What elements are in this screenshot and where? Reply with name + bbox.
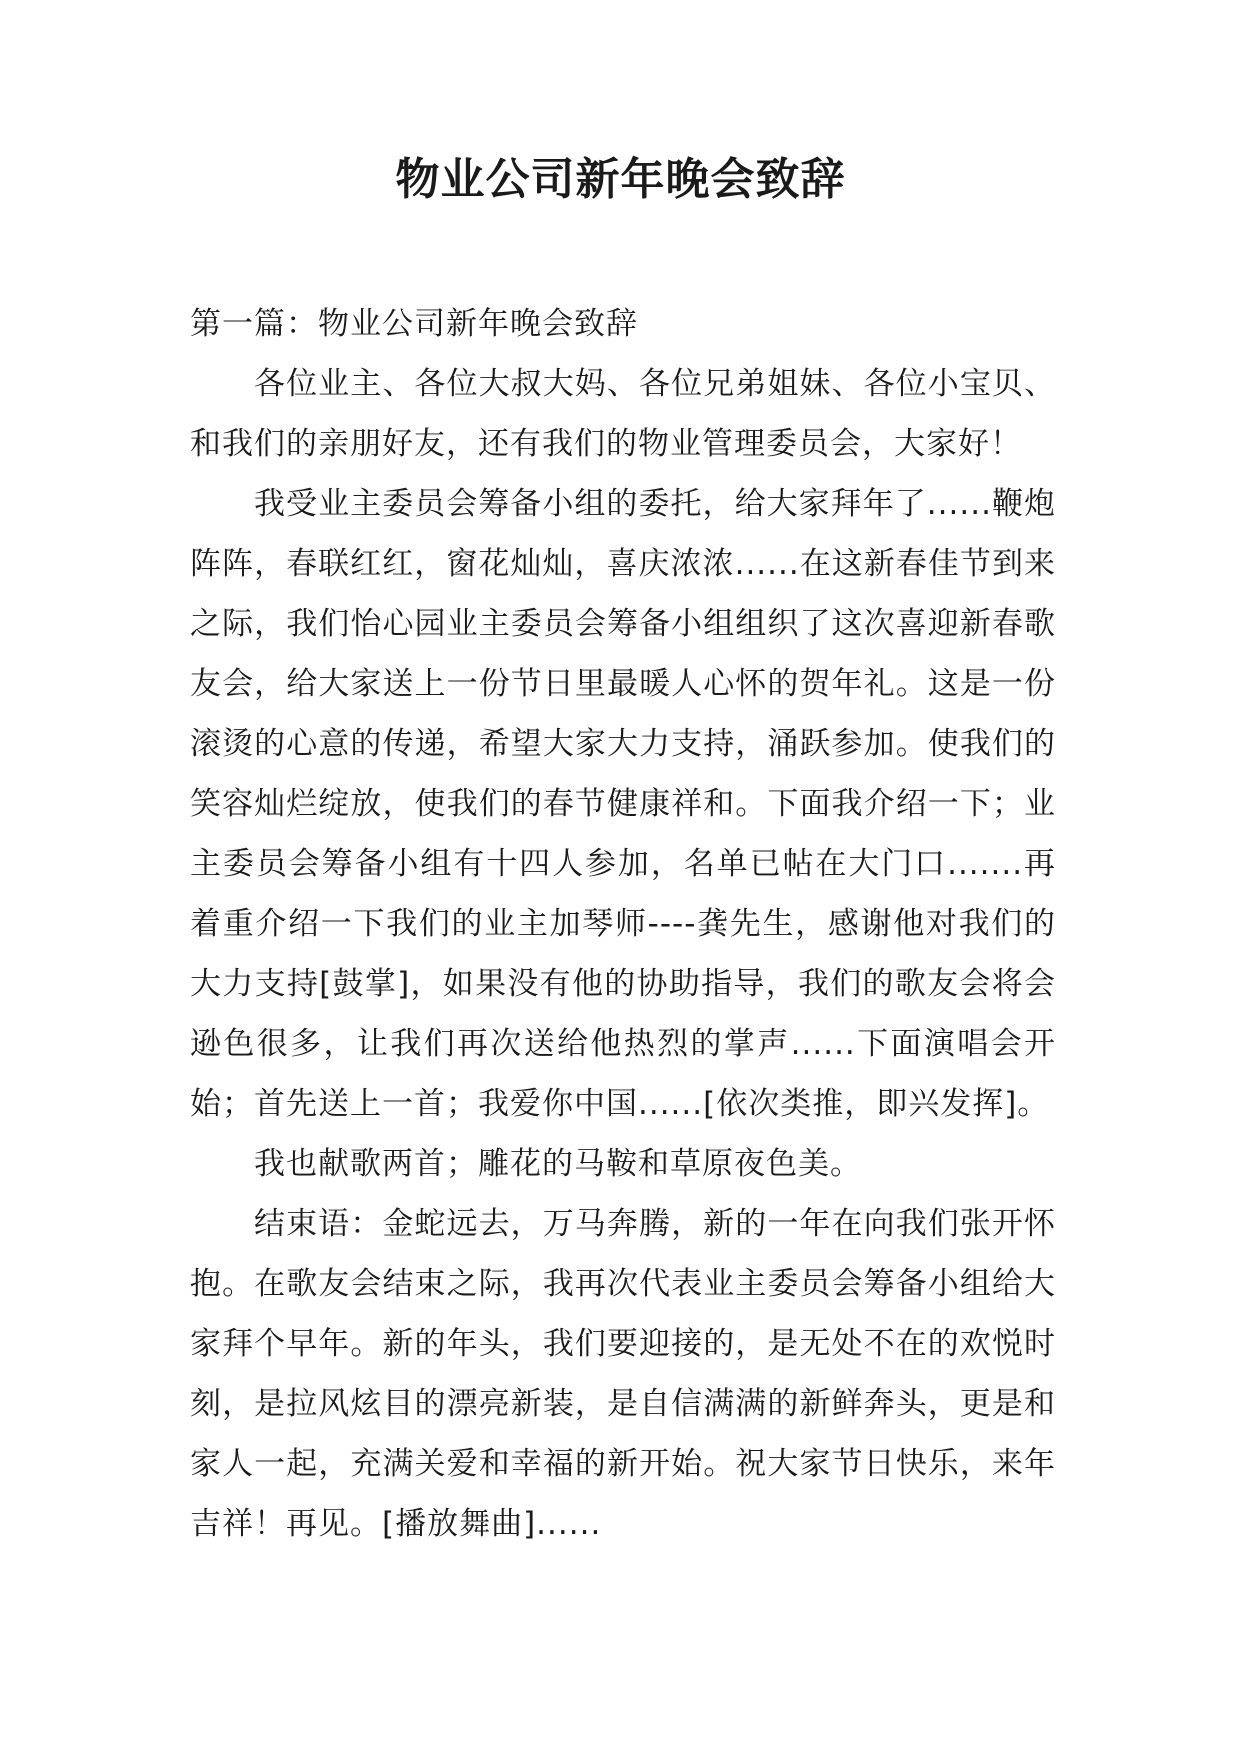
paragraph-main: 我受业主委员会筹备小组的委托，给大家拜年了......鞭炮阵阵，春联红红，窗花灿灿，喜庆浓浓......在这新春佳节到来之际，我们怡心园业主委员会筹备小组组织了这次喜迎新春歌友会，给大家送上一份节日里最暖人心怀的贺年礼。这是一份滚烫的心意的传递，希望大家大力支持，涌跃参加。使我们的笑容灿烂绽放，使我们的春节健康祥和。下面我介绍一下；业主委员会筹备小组有十四人参加，名单已帖在大门口.......再着重介绍一下我们的业主加琴师----龚先生，感谢他对我们的大力支持[鼓掌]，如果没有他的协助指导，我们的歌友会将会逊色很多，让我们再次送给他热烈的掌声......下面演唱会开始；首先送上一首；我爱你中国......[依次类推，即兴发挥]。 [190,486,1056,1122]
section-heading: 第一篇：物业公司新年晚会致辞 [190,306,638,342]
paragraph-greeting: 各位业主、各位大叔大妈、各位兄弟姐妹、各位小宝贝、和我们的亲朋好友，还有我们的物业管理委员会，大家好！ [190,366,1056,462]
document-title: 物业公司新年晚会致辞 [395,154,846,205]
paragraph-songs: 我也献歌两首；雕花的马鞍和草原夜色美。 [254,1146,862,1182]
paragraph-closing: 结束语：金蛇远去，万马奔腾，新的一年在向我们张开怀抱。在歌友会结束之际，我再次代表业主委员会筹备小组给大家拜个早年。新的年头，我们要迎接的，是无处不在的欢悦时刻，是拉风炫目的漂亮新装，是自信满满的新鲜奔头，更是和家人一起，充满关爱和幸福的新开始。祝大家节日快乐，来年吉祥！再见。[播放舞曲]...... [190,1206,1056,1542]
document-body [190,282,1056,1554]
